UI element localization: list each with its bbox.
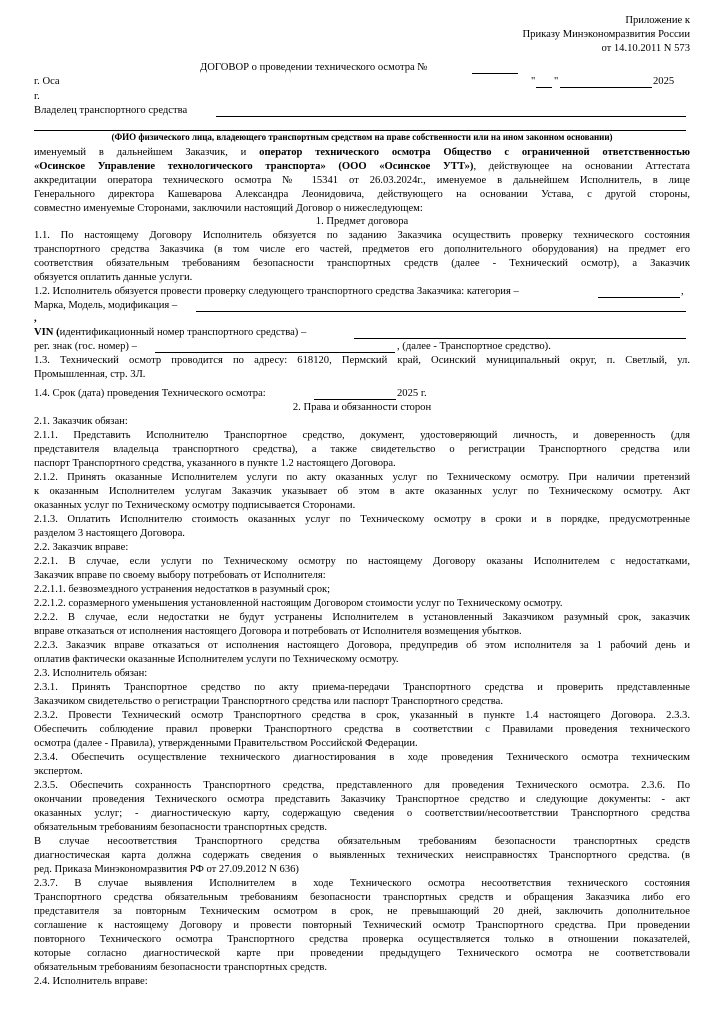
p2-3-7-line-5: повторного Технического осмотра Транспортного средства проверка осуществляется только в отношении показателей, [34, 934, 690, 945]
p2-1-1-line-3: паспорт Транспортного средства, указанного в пункте 1.2 настоящего Договора. [34, 458, 396, 469]
p1-2-line-1: 1.2. Исполнитель обязуется провести проверку следующего транспортного средства Заказчика: категория – [34, 286, 519, 297]
p1-4-year: 2025 г. [397, 388, 427, 399]
date-quote-open: " [531, 76, 536, 87]
p2-3-7-line-1: 2.3.7. В случае выявления Исполнителем в ходе Технического осмотра несоответствия технического состояния [34, 878, 690, 889]
p1-3-line-2: Промышленная, стр. 3Л. [34, 369, 146, 380]
p2-2-3-line-1: 2.2.3. Заказчик вправе отказаться от исполнения настоящего Договора, предупредив об этом исполнителя за 1 рабочий день и [34, 640, 690, 651]
p1-4-label: 1.4. Срок (дата) проведения Технического осмотра: [34, 388, 266, 399]
intro-line-1: именуемый в дальнейшем Заказчик, и оператор технического осмотра Общество с ограниченной ответственностью [34, 147, 690, 158]
section-2-heading: 2. Права и обязанности сторон [292, 402, 432, 413]
p2-1-2-line-3: оказанных услуг по Техническому осмотру подписывается Сторонами. [34, 500, 356, 511]
p2-1-1-line-2: представителя владельца транспортного средства), а также свидетельство о регистрации Транспортного средства или [34, 444, 690, 455]
intro-line-3: аккредитации оператора технического осмотра № 15341 от 26.03.2024г., именуемое в дальнейшем Исполнитель, в лице [34, 175, 690, 186]
p2-3-7-line-7: обязательным требованиям безопасности транспортных средств. [34, 962, 328, 973]
p2-2-1-line-1: 2.2.1. В случае, если услуги по Техническому осмотру по настоящему Договору оказаны Исполнителем с недостатками, [34, 556, 690, 567]
date-quote-close: " [554, 76, 559, 87]
p2-1: 2.1. Заказчик обязан: [34, 416, 128, 427]
category-comma: , [681, 286, 684, 297]
appendix-label: Приложение к [625, 15, 690, 26]
p2-4: 2.4. Исполнитель вправе: [34, 976, 148, 987]
intro-line-2: «Осинское Управление технологического транспорта» (ООО «Осинское УТТ»), действующее на основании Аттестата [34, 161, 690, 172]
date-month-field[interactable] [560, 87, 652, 88]
p2-3-5-line-3: оказанных услуг; - диагностическую карту, содержащую сведения о соответствии/несоответствии Транспортного средства [34, 808, 690, 819]
nonconformity-line-2: диагностическая карта должна содержать сведения о выявленных технических неисправностях Транспортного средства. (в [34, 850, 690, 861]
p2-3-1-line-2: Заказчиком свидетельство о регистрации Транспортного средства или паспорт Транспортного средства. [34, 696, 504, 707]
owner-field-line2[interactable] [34, 130, 686, 131]
p2-2-1-1: 2.2.1.1. безвозмездного устранения недостатков в разумный срок; [34, 584, 331, 595]
p2-3-7-line-2: Транспортного средства обязательным требованиям безопасности транспортных средств и обращения Заказчика либо его [34, 892, 690, 903]
p2-3-5-line-2: окончании проведения Технического осмотра представить Заказчику Транспортное средство и следующие документы: - акт [34, 794, 690, 805]
owner-hint: (ФИО физического лица, владеющего транспортным средством на праве собственности или на ином законном основании) [111, 132, 613, 142]
intro-line-5: совместно именуемые Сторонами, заключили настоящий Договор о нижеследующем: [34, 203, 423, 214]
date-year: 2025 [653, 76, 675, 87]
p2-3-7-line-4: соглашение к настоящему Договору и провести повторный Технический осмотр Транспортного средства. При проведении [34, 920, 690, 931]
order-date: от 14.10.2011 N 573 [601, 43, 690, 54]
date-day-field[interactable] [536, 87, 552, 88]
p2-3-5-line-4: обязательным требованиям безопасности транспортных средств. [34, 822, 328, 833]
order-label: Приказу Минэкономразвития России [522, 29, 690, 40]
reg-number-field[interactable] [155, 352, 395, 353]
p1-1-line-4: обязуется оплатить данные услуги. [34, 272, 193, 283]
p2-3-2-line-2: Обеспечить соблюдение правил проверки Транспортного средства в соответствии с Правилами проведения технического [34, 724, 690, 735]
p2-3-4-line-2: экспертом. [34, 766, 83, 777]
city: г. Оса [34, 76, 60, 87]
p2-1-1-line-1: 2.1.1. Представить Исполнителю Транспортное средство, документ, удостоверяющий личность, и доверенность (для [34, 430, 690, 441]
vin-field[interactable] [354, 338, 686, 339]
p1-1-line-2: транспортного средства Заказчика (в том числе его частей, предметов его дополнительного оборудования) на предмет его [34, 244, 690, 255]
p1-2-line-2: Марка, Модель, модификация – [34, 300, 178, 311]
section-1-heading: 1. Предмет договора [315, 216, 409, 227]
p2-1-3-line-2: разделом 3 настоящего Договора. [34, 528, 185, 539]
p2-3-7-line-3: представителя за повторным Техническим осмотром в срок, не превышающий 20 дней, заключить дополнительное [34, 906, 690, 917]
reg-label: рег. знак (гос. номер) – [34, 341, 137, 352]
p1-1-line-3: соответствия обязательным требованиям безопасности транспортных средств (далее - Технический осмотр), а Заказчик [34, 258, 690, 269]
p1-1-line-1: 1.1. По настоящему Договору Исполнитель обязуется по заданию Заказчика осуществить проверку технического состояния [34, 230, 690, 241]
p2-1-2-line-1: 2.1.2. Принять оказанные Исполнителем услуги по акту оказанных услуг по Техническому осмотру. При наличии претензий [34, 472, 690, 483]
p2-2-2-line-2: вправе отказаться от исполнения настоящего Договора и потребовать от Исполнителя возмещения убытков. [34, 626, 522, 637]
p2-3-1-line-1: 2.3.1. Принять Транспортное средство по акту приема-передачи Транспортного средства и проверить представленные [34, 682, 690, 693]
owner-field[interactable] [216, 116, 686, 117]
p2-2-3-line-2: оплатив фактически оказанные Исполнителем услуги по Техническому осмотру. [34, 654, 399, 665]
p2-1-3-line-1: 2.1.3. Оплатить Исполнителю стоимость оказанных услуг по Техническому осмотру в сроки и в порядке, предусмотренные [34, 514, 690, 525]
p2-3: 2.3. Исполнитель обязан: [34, 668, 148, 679]
p1-3-line-1: 1.3. Технический осмотр проводится по адресу: 618120, Пермский край, Осинский муниципальный округ, п. Светлый, ул. [34, 355, 690, 366]
model-comma: , [34, 313, 37, 324]
p2-3-2-line-1: 2.3.2. Провести Технический осмотр Транспортного средства в срок, указанный в пункте 1.4 настоящего Договора. 2.3.3. [34, 710, 690, 721]
p2-2-1-2: 2.2.1.2. соразмерного уменьшения установленной настоящим Договором стоимости услуг по Техническому осмотру. [34, 598, 563, 609]
p2-2-1-line-2: Заказчик вправе по своему выбору потребовать от Исполнителя: [34, 570, 326, 581]
intro-line-4: Генерального директора Кашеварова Александра Леонидовича, действующего на основании Устава, с другой стороны, [34, 189, 690, 200]
p2-3-4-line-1: 2.3.4. Обеспечить осуществление технического диагностирования в ходе проведения Технического осмотра техническим [34, 752, 690, 763]
vehicle-category-field[interactable] [598, 297, 680, 298]
contract-title: ДОГОВОР о проведении технического осмотра № [200, 62, 428, 73]
p2-1-2-line-2: к оказанным Исполнителем услугам Заказчик указывает об этом в акте оказанных услуг по Техническому осмотру. Акт [34, 486, 690, 497]
p2-3-5-line-1: 2.3.5. Обеспечить сохранность Транспортного средства, представленного для проведения Технического осмотра. 2.3.6. По [34, 780, 690, 791]
nonconformity-line-1: В случае несоответствия Транспортного средства обязательным требованиям безопасности транспортных средств [34, 836, 690, 847]
p2-3-2-line-3: осмотра (далее - Правила), утвержденными Правительством Российской Федерации. [34, 738, 418, 749]
owner-label: Владелец транспортного средства [34, 105, 188, 116]
contract-number-field[interactable] [472, 73, 518, 74]
nonconformity-line-3: ред. Приказа Минэкономразвития РФ от 27.09.2012 N 636) [34, 864, 299, 875]
vehicle-model-field[interactable] [196, 311, 686, 312]
p2-3-7-line-6: которые согласно диагностической карте при проведении предыдущего Технического осмотра не соответствовали [34, 948, 690, 959]
vin-line: VIN (идентификационный номер транспортного средства) – [34, 327, 307, 338]
p2-2: 2.2. Заказчик вправе: [34, 542, 129, 553]
g-line: г. [34, 91, 40, 102]
p2-2-2-line-1: 2.2.2. В случае, если недостатки не будут устранены Исполнителем в установленный Заказчиком разумный срок, заказчик [34, 612, 690, 623]
inspection-date-field[interactable] [314, 399, 396, 400]
reg-tail: , (далее - Транспортное средство). [397, 341, 551, 352]
